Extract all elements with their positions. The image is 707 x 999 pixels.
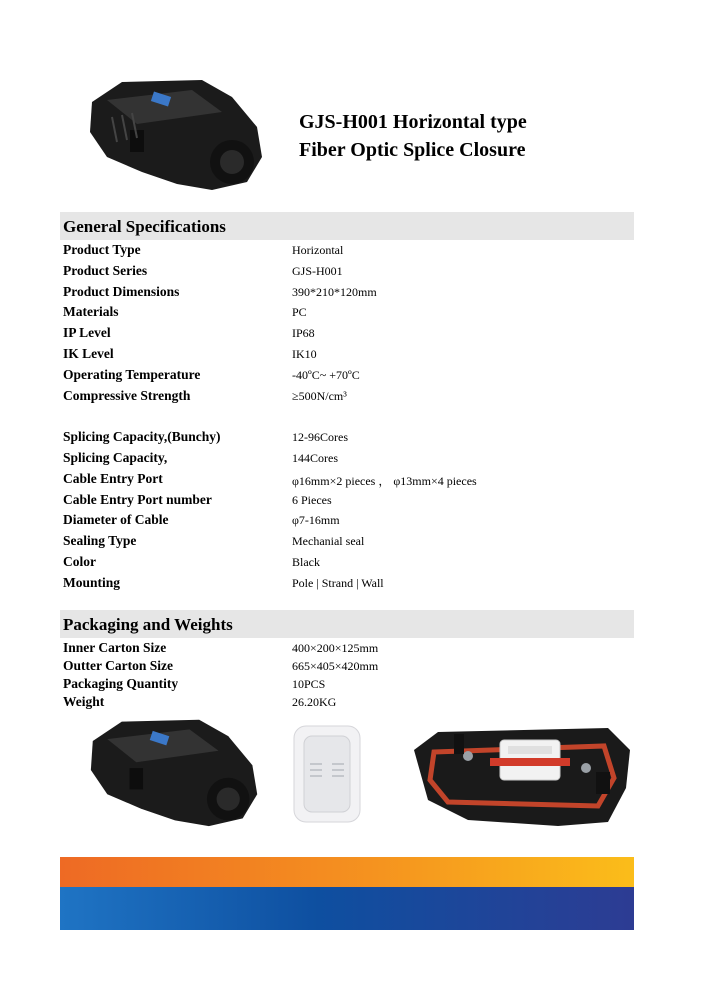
splice-tray-photo	[288, 722, 366, 826]
product-title-line2: Fiber Optic Splice Closure	[299, 139, 526, 161]
product-title	[299, 108, 527, 164]
spec-value: GJS-H001	[292, 263, 343, 278]
spec-value: 390*210*120mm	[292, 284, 377, 299]
orange-band	[60, 857, 634, 887]
packaging-value: 10PCS	[292, 677, 326, 691]
packaging-value: 400×200×125mm	[292, 641, 379, 655]
spec-label: Sealing Type	[63, 533, 137, 549]
product-title-line1: GJS-H001 Horizontal type	[299, 111, 527, 133]
spec-value: Black	[292, 554, 320, 569]
closure-photo-bottom	[80, 712, 270, 830]
spec-label: Splicing Capacity,	[63, 449, 168, 465]
spec-label: Diameter of Cable	[63, 512, 169, 528]
spec-label: Product Series	[63, 262, 148, 278]
packaging-label: Inner Carton Size	[63, 640, 167, 655]
spec-value: 6 Pieces	[292, 492, 332, 507]
packaging-weights-header: Packaging and Weights	[60, 610, 634, 638]
spec-label: Compressive Strength	[63, 387, 191, 403]
spec-value: -40ºC~ +70ºC	[292, 367, 360, 382]
spec-value: IP68	[292, 326, 315, 341]
packaging-value: 665×405×420mm	[292, 659, 379, 673]
general-specifications-header: General Specifications	[60, 212, 634, 240]
spec-value: IK10	[292, 346, 317, 361]
spec-value: 144Cores	[292, 450, 338, 465]
spec-label: Materials	[63, 304, 119, 320]
spec-label: IP Level	[63, 325, 111, 341]
spec-label: Product Type	[63, 242, 141, 257]
spec-label: Product Dimensions	[63, 283, 180, 299]
open-closure-photo	[408, 710, 634, 828]
closure-photo-top	[82, 72, 272, 194]
spec-value: Horizontal	[292, 243, 344, 257]
spec-label: Color	[63, 553, 96, 569]
spec-value: ≥500N/cm³	[292, 388, 347, 403]
spec-value: Mechanial seal	[292, 534, 365, 549]
spec-label: IK Level	[63, 345, 114, 361]
spec-label: Operating Temperature	[63, 366, 201, 382]
spec-value: φ16mm×2 pieces ， φ13mm×4 pieces	[292, 473, 477, 488]
packaging-value: 26.20KG	[292, 695, 337, 709]
spec-label: Cable Entry Port number	[63, 491, 212, 507]
packaging-label: Weight	[63, 694, 105, 709]
spec-value: Pole | Strand | Wall	[292, 575, 384, 590]
spec-label: Mounting	[63, 574, 121, 590]
spec-label: Splicing Capacity,(Bunchy)	[63, 429, 221, 445]
spec-value: 12-96Cores	[292, 430, 348, 445]
spec-label: Cable Entry Port	[63, 470, 163, 486]
packaging-label: Outter Carton Size	[63, 658, 173, 673]
packaging-label: Packaging Quantity	[63, 676, 179, 691]
blue-band	[60, 887, 634, 930]
spec-value: PC	[292, 305, 307, 320]
spec-value: φ7-16mm	[292, 513, 340, 528]
